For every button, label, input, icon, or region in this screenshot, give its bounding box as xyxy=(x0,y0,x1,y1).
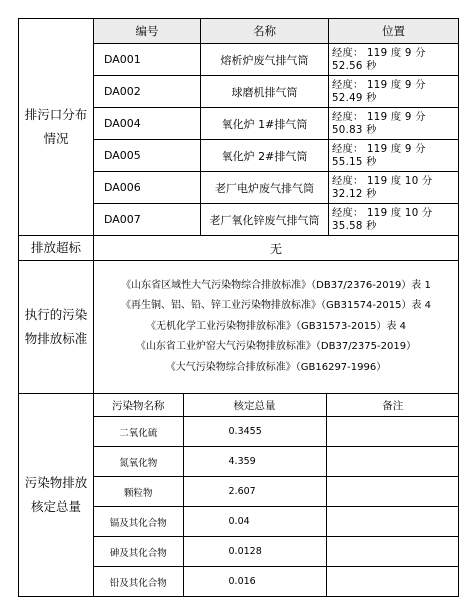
outlet-location xyxy=(329,44,459,76)
pollutant-name: 砷及其化合物 xyxy=(94,537,183,567)
outlet-code: DA005 xyxy=(94,140,201,172)
pollutants-label-line1: 污染物排放 xyxy=(24,475,88,490)
pollutant-name: 二氧化硫 xyxy=(94,417,183,447)
header-total: 核定总量 xyxy=(183,394,326,417)
standard-item: 《山东省工业炉窑大气污染物排放标准》（DB37/2375-2019） xyxy=(135,341,417,353)
outlet-name: 球磨机排气筒 xyxy=(201,76,329,108)
outlet-name: 老厂电炉废气排气筒 xyxy=(201,172,329,204)
standards-label-line2: 物排放标准 xyxy=(24,331,88,346)
standard-item: 《山东省区域性大气污染物综合排放标准》（DB37/2376-2019）表 1 xyxy=(121,279,431,291)
header-code: 编号 xyxy=(94,19,201,44)
pollutants-section-label xyxy=(19,394,94,597)
outlet-section-label xyxy=(19,19,94,236)
pollutants-header-row xyxy=(94,394,459,417)
pollutants-table xyxy=(94,394,459,596)
exceed-row xyxy=(19,236,459,261)
pollutant-total: 0.3455 xyxy=(183,417,326,447)
outlet-name: 老厂氧化锌废气排气筒 xyxy=(201,204,329,236)
loc-line1: 经度： 119 度 9 分 xyxy=(332,47,426,59)
pollutants-row xyxy=(19,394,459,597)
pollutant-note xyxy=(326,447,459,477)
loc-line2: 52.49 秒 xyxy=(332,92,377,104)
loc-line2: 35.58 秒 xyxy=(332,220,377,232)
document-table-frame xyxy=(18,18,458,598)
header-location: 位置 xyxy=(329,19,459,44)
standards-label-line1: 执行的污染 xyxy=(24,307,88,322)
header-pollutant-name: 污染物名称 xyxy=(94,394,183,417)
outlet-code: DA002 xyxy=(94,76,201,108)
outlet-location xyxy=(329,172,459,204)
pollutant-row xyxy=(94,477,459,507)
header-name: 名称 xyxy=(201,19,329,44)
pollutant-row xyxy=(94,447,459,477)
outlet-code: DA004 xyxy=(94,108,201,140)
outlet-header-row xyxy=(19,19,459,44)
pollutant-name: 铅及其化合物 xyxy=(94,567,183,597)
standards-row xyxy=(19,261,459,394)
loc-line1: 经度： 119 度 10 分 xyxy=(332,207,433,219)
pollutant-note xyxy=(326,537,459,567)
standard-item: 《大气污染物综合排放标准》（GB16297-1996） xyxy=(165,361,387,373)
pollutant-row xyxy=(94,507,459,537)
outlet-code: DA006 xyxy=(94,172,201,204)
outlet-label-line1: 排污口分布 xyxy=(24,107,88,122)
loc-line1: 经度： 119 度 9 分 xyxy=(332,79,426,91)
outlet-name: 氧化炉 1#排气筒 xyxy=(201,108,329,140)
outlet-location xyxy=(329,204,459,236)
permit-table xyxy=(18,18,459,597)
pollutant-total: 4.359 xyxy=(183,447,326,477)
loc-line1: 经度： 119 度 9 分 xyxy=(332,111,426,123)
pollutant-row xyxy=(94,417,459,447)
loc-line2: 32.12 秒 xyxy=(332,188,377,200)
pollutant-row xyxy=(94,567,459,597)
pollutants-cell xyxy=(94,394,459,597)
standards-section-label xyxy=(19,261,94,394)
exceed-label: 排放超标 xyxy=(19,236,94,261)
pollutant-name: 颗粒物 xyxy=(94,477,183,507)
outlet-code: DA007 xyxy=(94,204,201,236)
pollutant-name: 镉及其化合物 xyxy=(94,507,183,537)
outlet-code: DA001 xyxy=(94,44,201,76)
pollutant-note xyxy=(326,567,459,597)
exceed-value: 无 xyxy=(94,236,459,261)
loc-line1: 经度： 119 度 9 分 xyxy=(332,143,426,155)
standard-item: 《无机化学工业污染物排放标准》（GB31573-2015）表 4 xyxy=(145,320,407,332)
pollutant-note xyxy=(326,417,459,447)
standard-item: 《再生铜、铝、铅、锌工业污染物排放标准》（GB31574-2015）表 4 xyxy=(120,300,432,312)
standards-list xyxy=(94,261,459,394)
loc-line2: 55.15 秒 xyxy=(332,156,377,168)
pollutant-total: 0.0128 xyxy=(183,537,326,567)
pollutant-total: 0.016 xyxy=(183,567,326,597)
pollutant-total: 2.607 xyxy=(183,477,326,507)
pollutant-total: 0.04 xyxy=(183,507,326,537)
outlet-location xyxy=(329,140,459,172)
loc-line1: 经度： 119 度 10 分 xyxy=(332,175,433,187)
loc-line2: 52.56 秒 xyxy=(332,60,377,72)
outlet-location xyxy=(329,108,459,140)
pollutant-note xyxy=(326,507,459,537)
outlet-name: 熔析炉废气排气筒 xyxy=(201,44,329,76)
pollutant-note xyxy=(326,477,459,507)
outlet-location xyxy=(329,76,459,108)
pollutants-label-line2: 核定总量 xyxy=(30,499,81,514)
loc-line2: 50.83 秒 xyxy=(332,124,377,136)
outlet-label-line2: 情况 xyxy=(43,131,69,146)
pollutant-row xyxy=(94,537,459,567)
outlet-name: 氧化炉 2#排气筒 xyxy=(201,140,329,172)
pollutant-name: 氮氧化物 xyxy=(94,447,183,477)
header-note: 备注 xyxy=(326,394,459,417)
